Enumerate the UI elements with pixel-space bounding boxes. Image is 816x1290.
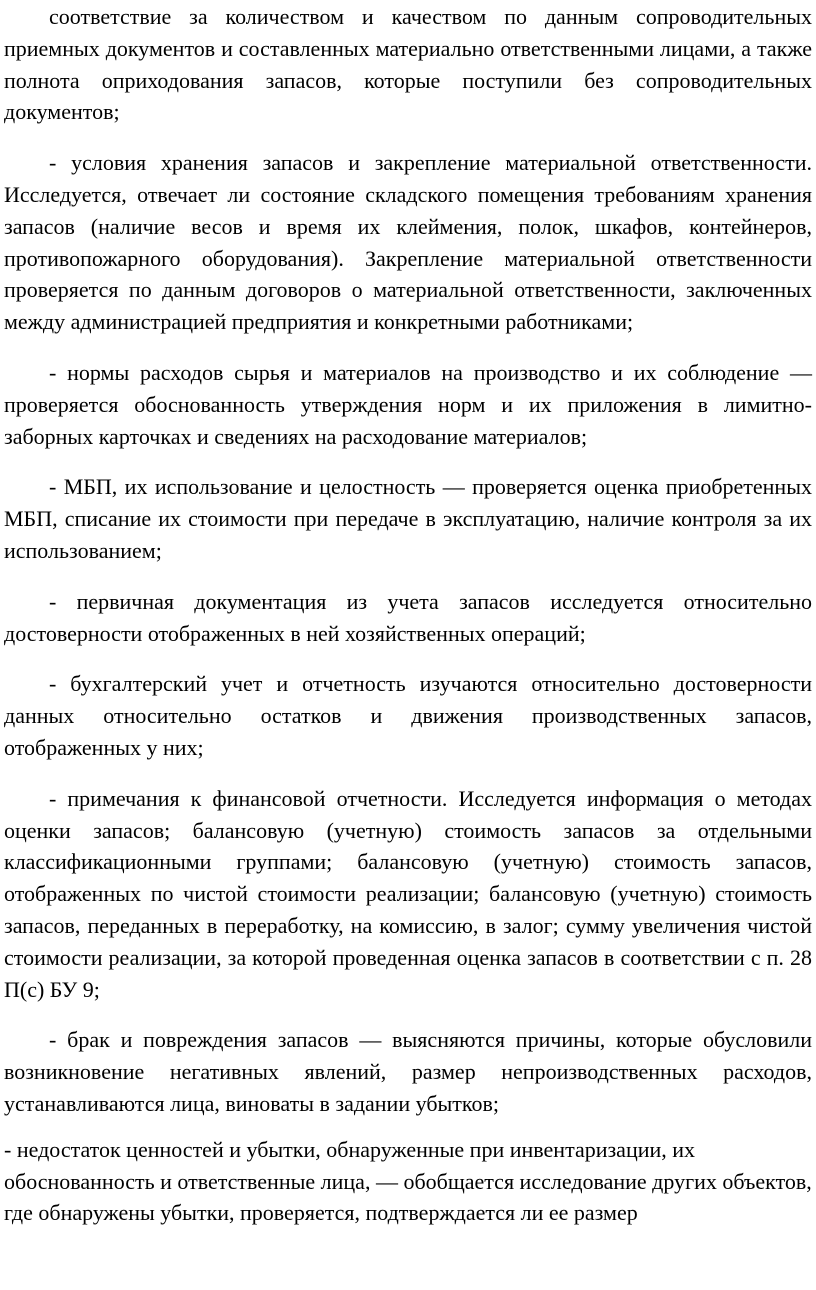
paragraph-accounting-reporting: - бухгалтерский учет и отчетность изучаются относительно достоверности данных относительно остатков и движения производственных запасов, отображенных у них; xyxy=(4,671,812,760)
paragraph-defects-damage: - брак и повреждения запасов — выясняются причины, которые обусловили возникновение негативных явлений, размер непроизводственных расходов, устанавливаются лица, виноваты в задании убытков; xyxy=(4,1027,812,1116)
paragraph-storage-conditions: - условия хранения запасов и закрепление материальной ответственности. Исследуется, отвечает ли состояние складского помещения требованиям хранения запасов (наличие весов и время их клеймения, полок, шкафов, контейнеров, противопожарного оборудования). Закрепление материальной ответственности проверяется по данным договоров о материальной ответственности, заключенных между администрацией предприятия и конкретными работниками; xyxy=(4,150,812,335)
paragraph-mbp-usage: - МБП, их использование и целостность — проверяется оценка приобретенных МБП, списание их стоимости при передаче в эксплуатацию, наличие контроля за их использованием; xyxy=(4,474,812,563)
paragraph-shortage-losses: - недостаток ценностей и убытки, обнаруженные при инвентаризации, их обоснованность и ответственные лица, — обобщается исследование других объектов, где обнаружены убытки, проверяется, подтверждается ли ее размер xyxy=(4,1136,812,1226)
paragraph-primary-documentation: - первичная документация из учета запасов исследуется относительно достоверности отображенных в ней хозяйственных операций; xyxy=(4,588,812,646)
paragraph-financial-notes: - примечания к финансовой отчетности. Исследуется информация о методах оценки запасов; балансовую (учетную) стоимость запасов за отдельными классификационными группами; балансовую (учетную) стоимость запасов, отображенных по чистой стоимости реализации; балансовую (учетную) стоимость запасов, переданных в переработку, на комиссию, в залог; сумму увеличения чистой стоимости реализации, за которой проведенная оценка запасов в соответствии с п. 28 П(с) БУ 9; xyxy=(4,785,812,1002)
document-page xyxy=(4,0,812,1229)
paragraph-receipt-compliance: соответствие за количеством и качеством по данным сопроводительных приемных документов и составленных материально ответственными лицами, а также полнота оприходования запасов, которые поступили без сопроводительных документов; xyxy=(4,4,812,125)
paragraph-consumption-norms: - нормы расходов сырья и материалов на производство и их соблюдение — проверяется обоснованность утверждения норм и их приложения в лимитно-заборных карточках и сведениях на расходование материалов; xyxy=(4,359,812,449)
